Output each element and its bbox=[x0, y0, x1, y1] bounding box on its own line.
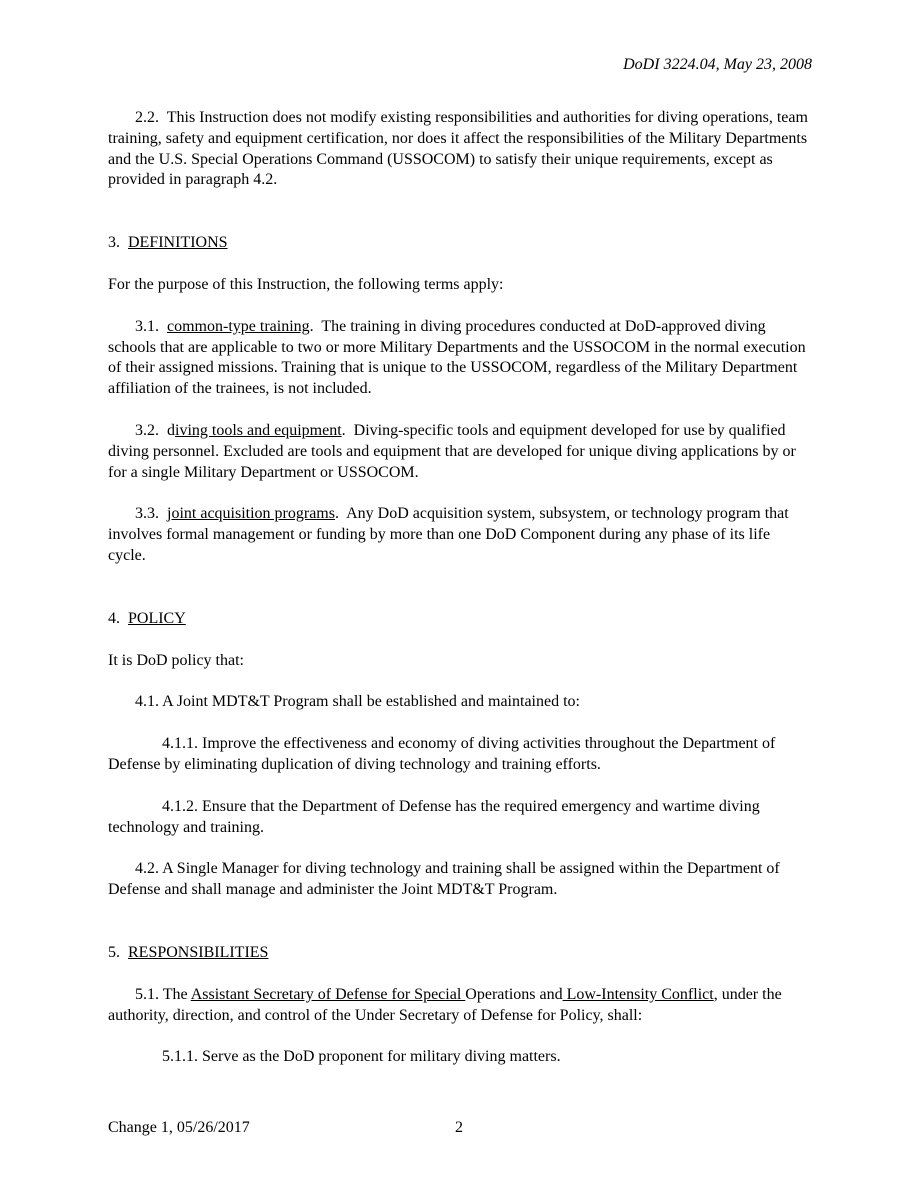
section-title: RESPONSIBILITIES bbox=[128, 943, 269, 961]
paragraph-number: 3.3. bbox=[135, 505, 159, 523]
definition-3-3: 3.3. joint acquisition programs. Any DoD acquisition system, subsystem, or technology program that involves formal management or funding by more than one DoD Component during any phase of its life cycle. bbox=[108, 505, 789, 564]
section-heading-definitions bbox=[108, 233, 808, 254]
section-title: POLICY bbox=[128, 609, 186, 627]
defined-term-prefix: d bbox=[167, 421, 175, 439]
section-number: 3. bbox=[108, 234, 120, 252]
definition-text: The training in diving procedures conducted at DoD-approved diving schools that are applicable to two or more Military Departments and the USSOCOM in the normal execution of their assigned missions. Training that is unique to the USSOCOM, regardless of the Military Department affiliation of the trainees, is not included. bbox=[108, 317, 806, 398]
section-number: 4. bbox=[108, 609, 120, 627]
paragraph-number: 3.2. bbox=[135, 421, 159, 439]
policy-intro: It is DoD policy that: bbox=[108, 651, 244, 669]
policy-4-1-2: 4.1.2. Ensure that the Department of Defense has the required emergency and wartime diving technology and training. bbox=[108, 797, 760, 836]
definition-text: Diving-specific tools and equipment developed for use by qualified diving personnel. Excluded are tools and equipment that are developed for unique diving applications by or for a single Military Department or USSOCOM. bbox=[108, 421, 796, 481]
section-number: 5. bbox=[108, 943, 120, 961]
responsibility-5-1 bbox=[108, 985, 808, 1027]
defined-term: common-type training bbox=[167, 317, 310, 335]
policy-4-1-1: 4.1.1. Improve the effectiveness and economy of diving activities throughout the Department of Defense by eliminating duplication of diving technology and training efforts. bbox=[108, 735, 776, 773]
official-title-middle: Operations and bbox=[465, 985, 563, 1003]
document-reference-header: DoDI 3224.04, May 23, 2008 bbox=[623, 56, 812, 73]
defined-term: iving tools and equipment bbox=[175, 421, 342, 439]
section-heading-policy bbox=[108, 609, 808, 630]
paragraph-number: 3.1. bbox=[135, 317, 159, 335]
section-title: DEFINITIONS bbox=[128, 234, 228, 252]
defined-term: joint acquisition programs bbox=[167, 505, 335, 523]
responsibility-5-1-1: 5.1.1. Serve as the DoD proponent for military diving matters. bbox=[162, 1048, 561, 1066]
document-body bbox=[108, 108, 808, 1068]
paragraph-number: 2.2. bbox=[135, 109, 159, 126]
page-footer bbox=[108, 1118, 808, 1140]
definitions-intro: For the purpose of this Instruction, the following terms apply: bbox=[108, 275, 504, 293]
definition-text: Any DoD acquisition system, subsystem, or technology program that involves formal management or funding by more than one DoD Component during any phase of its life cycle. bbox=[108, 505, 789, 564]
paragraph-text: This Instruction does not modify existing responsibilities and authorities for diving operations, team training, safety and equipment certification, nor does it affect the responsibilities of the Military Departments and the U.S. Special Operations Command (USSOCOM) to satisfy their unique requirements, except as provided in paragraph 4.2. bbox=[108, 109, 808, 189]
official-title-part-1: Assistant Secretary of Defense for Special bbox=[190, 985, 466, 1003]
section-heading-responsibilities bbox=[108, 943, 808, 964]
policy-4-2: 4.2. A Single Manager for diving technology and training shall be assigned within the Department of Defense and shall manage and administer the Joint MDT&T Program. bbox=[108, 860, 780, 899]
paragraph-text: , under the authority, direction, and control of the Under Secretary of Defense for Policy, shall: bbox=[108, 985, 782, 1024]
paragraph-2-2 bbox=[108, 108, 808, 191]
page-number: 2 bbox=[455, 1119, 463, 1136]
policy-4-1: 4.1. A Joint MDT&T Program shall be established and maintained to: bbox=[135, 693, 580, 711]
paragraph-lead: 5.1. The bbox=[135, 985, 191, 1003]
official-title-part-2: Low-Intensity Conflict bbox=[562, 985, 714, 1003]
definition-3-1: 3.1. common-type training. The training in diving procedures conducted at DoD-approved diving schools that are applicable to two or more Military Departments and the USSOCOM in the normal execution of their assigned missions. Training that is unique to the USSOCOM, regardless of the Military Department affiliation of the trainees, is not included. bbox=[108, 317, 806, 398]
change-notice: Change 1, 05/26/2017 bbox=[108, 1119, 250, 1136]
definition-3-2: 3.2. diving tools and equipment. Diving-specific tools and equipment developed for use by qualified diving personnel. Excluded are tools and equipment that are developed for unique diving applications by or for a single Military Department or USSOCOM. bbox=[108, 421, 796, 481]
